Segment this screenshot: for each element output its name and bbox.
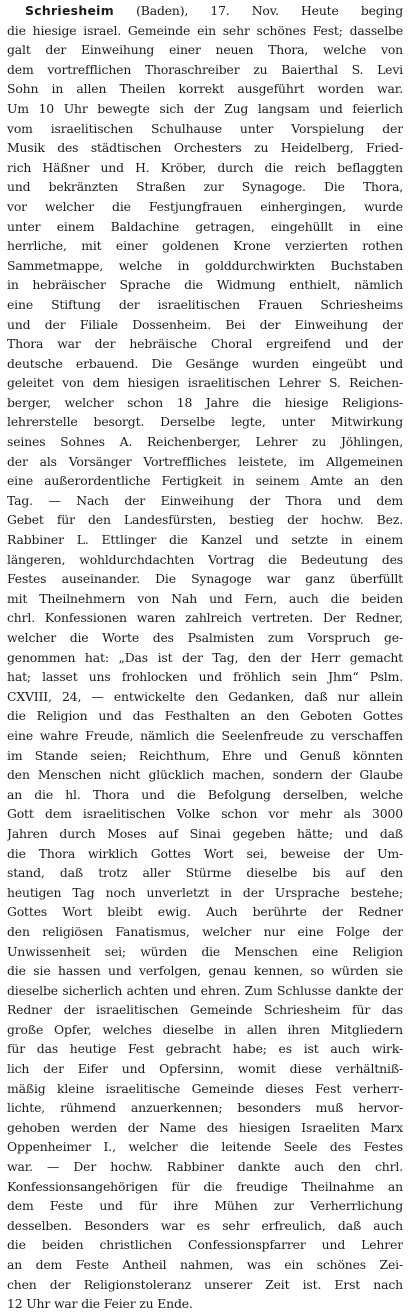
article-line: deutsche erbauend. Die Gesänge wurden eingeübt und [7,355,403,371]
article-line: Tag. — Nach der Einweihung der Thora und dem [7,492,403,508]
article-line: Thora war der hebräische Choral ergreifend und der [7,336,403,352]
article-line: war. — Der hochw. Rabbiner dankte auch den chrl. [7,1159,403,1175]
article-line: mit Theilnehmern von Nah und Fern, auch die beiden [7,590,403,606]
article-line: berger, welcher schon 18 Jahre die hiesige Religions- [7,394,403,410]
article-line: Gottes Wort bleibt ewig. Auch berührte der Redner [7,904,403,920]
article-line: Redner der israelitischen Gemeinde Schriesheim für das [7,1002,403,1018]
article-line: Musik des städtischen Orchesters zu Heidelberg, Fried- [7,140,403,156]
article-line: mäßig kleine israelitische Gemeinde dieses Fest verherr- [7,1080,403,1096]
article-line: CXVIII, 24, — entwickelte den Gedanken, daß nur allein [7,688,403,704]
article-line: Um 10 Uhr bewegte sich der Zug langsam und feierlich [7,100,403,116]
article-line: unter einem Baldachine getragen, eingehüllt in eine [7,218,403,234]
article-line: galt der Einweihung einer neuen Thora, welche von [7,42,403,58]
article-line: Oppenheimer I., welcher die leitende Seele des Festes [7,1139,403,1155]
article-line: vom israelitischen Schulhause unter Vorspielung der [7,120,403,136]
article-line: die Thora wirklich Gottes Wort sei, beweise der Um- [7,845,403,861]
article-line: heutigen Tag noch unverletzt in der Ursprache bestehe; [7,884,403,900]
article-line: große Opfer, welches dieselbe in allen ihren Mitgliedern [7,1021,403,1037]
article-line: Rabbiner L. Ettlinger die Kanzel und setzte in einem [7,532,403,548]
article-line: eine außerordentliche Fertigkeit in seinem Amte an den [7,473,403,489]
article-line: chrl. Konfessionen waren zahlreich vertreten. Der Redner, [7,610,403,626]
article-dateline: (Baden), 17. Nov. Heute beging [136,3,403,18]
article-line: für das heutige Fest gebracht habe; es ist auch wirk- [7,1041,403,1057]
article-line: im Stande seien; Reichthum, Ehre und Genuß könnten [7,747,403,763]
article-line: eine Stiftung der israelitischen Frauen Schriesheims [7,296,403,312]
article-line: desselben. Besonders war es sehr erfreulich, daß auch [7,1217,403,1233]
article-line: Konfessionsangehörigen für die freudige Theilnahme an [7,1178,403,1194]
newspaper-article [7,1,403,1314]
article-line: Sohn in allen Theilen korrekt ausgeführt worden war. [7,81,403,97]
article-line: in hebräischer Sprache die Widmung enthielt, nämlich [7,277,403,293]
article-line: Unwissenheit sei; würden die Menschen eine Religion [7,943,403,959]
article-line: den Menschen nicht glücklich machen, sondern der Glaube [7,767,403,783]
article-line: dieselbe sicherlich achten und ehren. Zum Schlusse dankte der [7,982,403,998]
article-place-heading: Schriesheim [25,3,114,18]
article-line: die Religion und das Festhalten an den Geboten Gottes [7,708,403,724]
article-line: hat; lasset uns frohlocken und fröhlich sein Jhm“ Pslm. [7,669,403,685]
article-line: lehrerstelle besorgt. Derselbe legte, unter Mitwirkung [7,414,403,430]
article-line: längeren, wohldurchdachten Vortrag die Bedeutung des [7,551,403,567]
article-line: lich der Eifer und Opfersinn, womit diese verhältniß- [7,1061,403,1077]
article-line: vor welcher die Festjungfrauen einhergingen, wurde [7,198,403,214]
article-line: dem vortrefflichen Thoraschreiber zu Baierthal S. Levi [7,61,403,77]
article-line: rich Häßner und H. Kröber, durch die reich beflaggten [7,159,403,175]
article-line: Festes auseinander. Die Synagoge war ganz überfüllt [7,571,403,587]
article-line: die beiden christlichen Confessionspfarrer und Lehrer [7,1237,403,1253]
article-line: herrliche, mit einer goldenen Krone verzierten rothen [7,238,403,254]
article-line: Gebet für den Landesfürsten, bestieg der hochw. Bez. [7,512,403,528]
article-line: genommen hat: „Das ist der Tag, den der Herr gemacht [7,649,403,665]
article-line: gehoben werden der Name des hiesigen Israeliten Marx [7,1119,403,1135]
article-line: und bekränzten Straßen zur Synagoge. Die Thora, [7,179,403,195]
article-line: geleitet von dem hiesigen israelitischen Lehrer S. Reichen- [7,375,403,391]
article-line: seines Sohnes A. Reichenberger, Lehrer zu Jöhlingen, [7,434,403,450]
article-line: die sie hassen und verfolgen, genau kennen, so würden sie [7,963,403,979]
article-line: 12 Uhr war die Feier zu Ende. [7,1296,193,1312]
article-line: dem Feste und für ihre Mühen zur Verherrlichung [7,1198,403,1214]
article-line: lichte, rühmend anzuerkennen; besonders muß hervor- [7,1100,403,1116]
article-line: welcher die Worte des Psalmisten zum Vorspruch ge- [7,630,403,645]
article-line: stand, daß trotz aller Stürme dieselbe bis auf den [7,865,403,881]
article-line: die hiesige israel. Gemeinde ein sehr schönes Fest; dasselbe [7,22,403,38]
article-line: und der Filiale Dossenheim. Bei der Einweihung der [7,316,403,332]
article-first-line [7,1,403,21]
article-body [7,21,403,1314]
article-line: eine wahre Freude, nämlich die Seelenfreude zu verschaffen [7,727,403,743]
article-line: an dem Feste Antheil nahmen, was ein schönes Zei- [7,1257,403,1272]
article-line: chen der Religionstoleranz unserer Zeit ist. Erst nach [7,1276,403,1292]
article-line: der als Vorsänger Vortreffliches leistete, im Allgemeinen [7,453,403,469]
article-line: an die hl. Thora und die Befolgung derselben, welche [7,786,403,802]
article-line: Gott dem israelitischen Volke schon vor mehr als 3000 [7,806,403,822]
article-line: Sammetmappe, welche in golddurchwirkten Buchstaben [7,257,403,273]
article-line: Jahren durch Moses auf Sinai gegeben hätte; und daß [7,825,403,841]
article-line: den religiösen Fanatismus, welcher nur eine Folge der [7,923,403,939]
